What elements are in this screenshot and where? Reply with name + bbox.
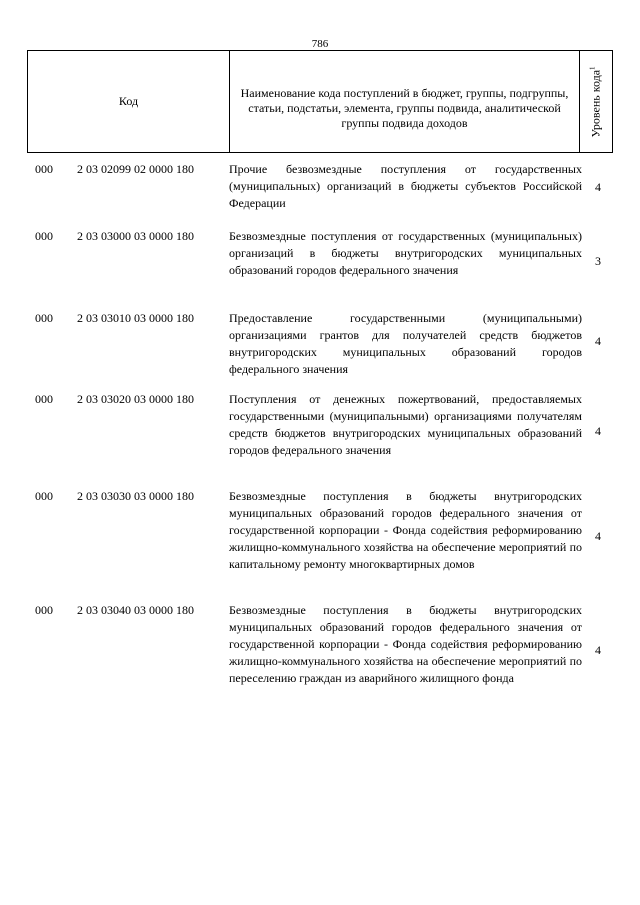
admin-code: 000: [35, 392, 53, 406]
code-level: 4: [595, 334, 601, 348]
header-level-text: Уровень кода: [588, 69, 603, 138]
income-code: 2 03 03010 03 0000 180: [77, 311, 194, 325]
header-name-label: Наименование кода поступлений в бюджет, группы, подгруппы, статьи, подстатьи, элемента, группы подвида, аналитической группы подвида доходов: [240, 86, 569, 130]
header-code-cell: [28, 51, 230, 153]
income-name: Безвозмездные поступления от государственных (муниципальных) организаций в бюджеты внутригородских муниципальных образований городов федерального значения: [229, 229, 582, 277]
income-name: Безвозмездные поступления в бюджеты внутригородских муниципальных образований городов федерального значения от государственной корпорации - Фонда содействия реформированию жилищно-коммунального хозяйства на обеспечение мероприятий по капитальному ремонту многоквартирных домов: [229, 489, 582, 571]
header-name-cell: [230, 51, 580, 153]
code-level: 4: [595, 529, 601, 543]
income-code: 2 03 02099 02 0000 180: [77, 162, 194, 176]
admin-code: 000: [35, 311, 53, 325]
header-level-footnote: 1: [588, 65, 597, 70]
income-code: 2 03 03000 03 0000 180: [77, 229, 194, 243]
page-number: 786: [311, 38, 329, 50]
code-level: 4: [595, 643, 601, 657]
admin-code: 000: [35, 603, 53, 617]
income-name: Поступления от денежных пожертвований, предоставляемых государственными (муниципальными) организациями получателям средств бюджетов внутригородских муниципальных образований городов федерального значения: [229, 392, 582, 457]
header-code-label: Код: [118, 94, 139, 108]
income-code: 2 03 03040 03 0000 180: [77, 603, 194, 617]
header-level-label: [589, 66, 604, 137]
admin-code: 000: [35, 162, 53, 176]
admin-code: 000: [35, 229, 53, 243]
admin-code: 000: [35, 489, 53, 503]
table-header: [27, 50, 613, 153]
income-code: 2 03 03020 03 0000 180: [77, 392, 194, 406]
header-level-cell: [580, 51, 613, 153]
income-name: Предоставление государственными (муниципальными) организациями грантов для получателей средств бюджетов внутригородских муниципальных образований городов федерального значения: [229, 311, 582, 376]
code-level: 3: [595, 254, 601, 268]
income-name: Безвозмездные поступления в бюджеты внутригородских муниципальных образований городов федерального значения от государственной корпорации - Фонда содействия реформированию жилищно-коммунального хозяйства на обеспечение мероприятий по переселению граждан из аварийного жилищного фонда: [229, 603, 582, 685]
code-level: 4: [595, 424, 601, 438]
code-level: 4: [595, 180, 601, 194]
income-code: 2 03 03030 03 0000 180: [77, 489, 194, 503]
income-name: Прочие безвозмездные поступления от государственных (муниципальных) организаций в бюджеты субъектов Российской Федерации: [229, 162, 582, 210]
